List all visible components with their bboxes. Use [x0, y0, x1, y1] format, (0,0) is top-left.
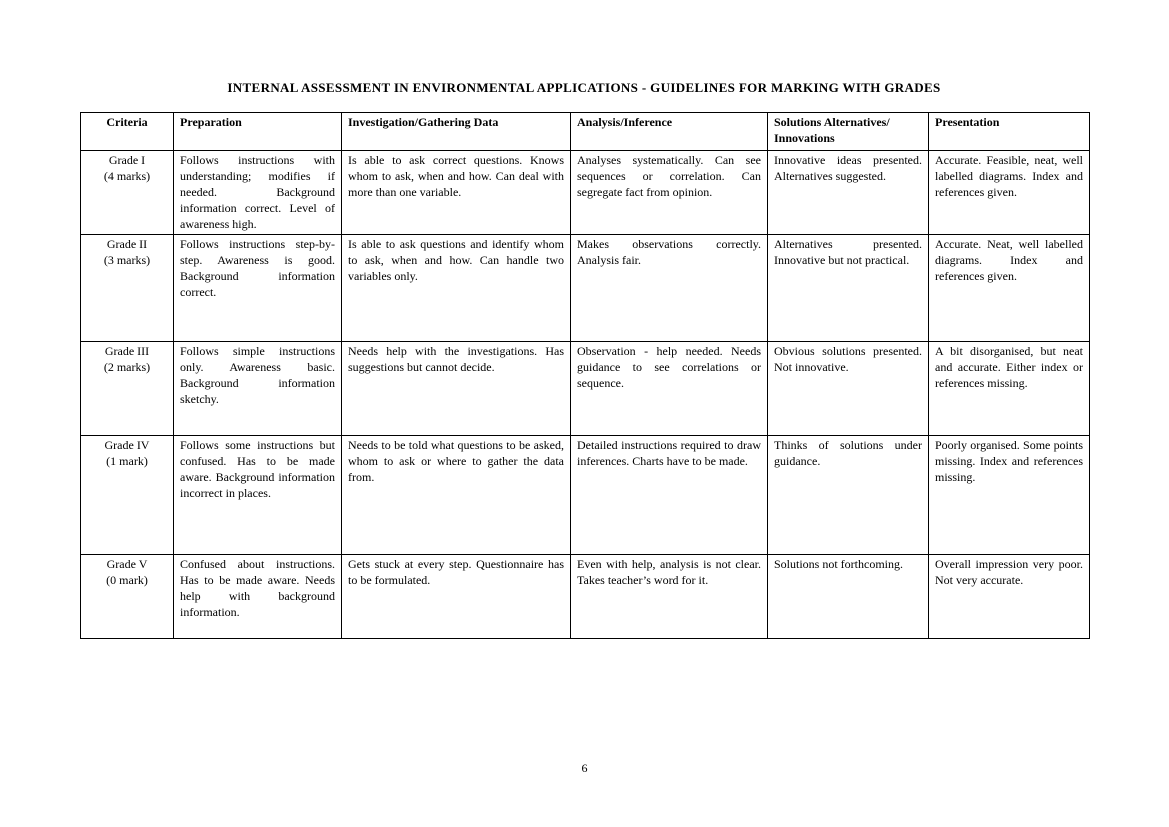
- grade-name: Grade V: [106, 557, 148, 571]
- grading-table: [80, 112, 1090, 639]
- solutions-cell: Solutions not forthcoming.: [768, 555, 929, 639]
- table-row: [81, 436, 1090, 555]
- presentation-cell: A bit disorganised, but neat and accurate. Either index or references missing.: [929, 342, 1090, 436]
- investigation-cell: Is able to ask correct questions. Knows whom to ask, when and how. Can deal with more than one variable.: [342, 151, 571, 235]
- solutions-cell: Innovative ideas presented. Alternatives suggested.: [768, 151, 929, 235]
- header-row: [81, 113, 1090, 151]
- header-presentation: Presentation: [929, 113, 1090, 151]
- grade-marks: (3 marks): [103, 253, 151, 267]
- solutions-cell: Alternatives presented. Innovative but not practical.: [768, 235, 929, 342]
- solutions-cell: Obvious solutions presented. Not innovative.: [768, 342, 929, 436]
- presentation-cell: Poorly organised. Some points missing. Index and references missing.: [929, 436, 1090, 555]
- investigation-cell: Gets stuck at every step. Questionnaire has to be formulated.: [342, 555, 571, 639]
- analysis-cell: Observation - help needed. Needs guidance to see correlations or sequence.: [571, 342, 768, 436]
- solutions-cell: Thinks of solutions under guidance.: [768, 436, 929, 555]
- header-investigation: Investigation/Gathering Data: [342, 113, 571, 151]
- grade-marks: (0 mark): [106, 573, 148, 587]
- analysis-cell: Makes observations correctly. Analysis fair.: [571, 235, 768, 342]
- presentation-cell: Accurate. Neat, well labelled diagrams. Index and references given.: [929, 235, 1090, 342]
- grade-name: Grade III: [104, 344, 150, 358]
- grade-name: Grade II: [106, 237, 148, 251]
- header-analysis: Analysis/Inference: [571, 113, 768, 151]
- header-preparation: Preparation: [174, 113, 342, 151]
- table-row: [81, 151, 1090, 235]
- grade-name: Grade IV: [104, 438, 150, 452]
- table-row: [81, 555, 1090, 639]
- grade-cell: [81, 555, 174, 639]
- page-number: 6: [581, 761, 588, 775]
- analysis-cell: Analyses systematically. Can see sequences or correlation. Can segregate fact from opinion.: [571, 151, 768, 235]
- preparation-cell: Confused about instructions. Has to be made aware. Needs help with background information.: [174, 555, 342, 639]
- grade-marks: (2 marks): [103, 360, 151, 374]
- preparation-cell: Follows instructions step-by-step. Awareness is good. Background information correct.: [174, 235, 342, 342]
- investigation-cell: Needs to be told what questions to be asked, whom to ask or where to gather the data from.: [342, 436, 571, 555]
- grade-marks: (4 marks): [103, 169, 151, 183]
- investigation-cell: Is able to ask questions and identify whom to ask, when and how. Can handle two variables only.: [342, 235, 571, 342]
- investigation-cell: Needs help with the investigations. Has suggestions but cannot decide.: [342, 342, 571, 436]
- grade-name: Grade I: [108, 153, 146, 167]
- table-row: [81, 342, 1090, 436]
- header-criteria: Criteria: [81, 113, 174, 151]
- grade-marks: (1 mark): [106, 454, 148, 468]
- presentation-cell: Accurate. Feasible, neat, well labelled diagrams. Index and references given.: [929, 151, 1090, 235]
- preparation-cell: Follows instructions with understanding; modifies if needed. Background information correct. Level of awareness high.: [174, 151, 342, 235]
- analysis-cell: Even with help, analysis is not clear. Takes teacher’s word for it.: [571, 555, 768, 639]
- grade-cell: [81, 436, 174, 555]
- grade-cell: [81, 151, 174, 235]
- header-solutions: Solutions Alternatives/ Innovations: [768, 113, 929, 151]
- presentation-cell: Overall impression very poor. Not very accurate.: [929, 555, 1090, 639]
- grade-cell: [81, 342, 174, 436]
- grade-cell: [81, 235, 174, 342]
- document-title: INTERNAL ASSESSMENT IN ENVIRONMENTAL APPLICATIONS - GUIDELINES FOR MARKING WITH GRADES: [227, 80, 941, 95]
- preparation-cell: Follows some instructions but confused. Has to be made aware. Background information incorrect in places.: [174, 436, 342, 555]
- analysis-cell: Detailed instructions required to draw inferences. Charts have to be made.: [571, 436, 768, 555]
- table-row: [81, 235, 1090, 342]
- preparation-cell: Follows simple instructions only. Awareness basic. Background information sketchy.: [174, 342, 342, 436]
